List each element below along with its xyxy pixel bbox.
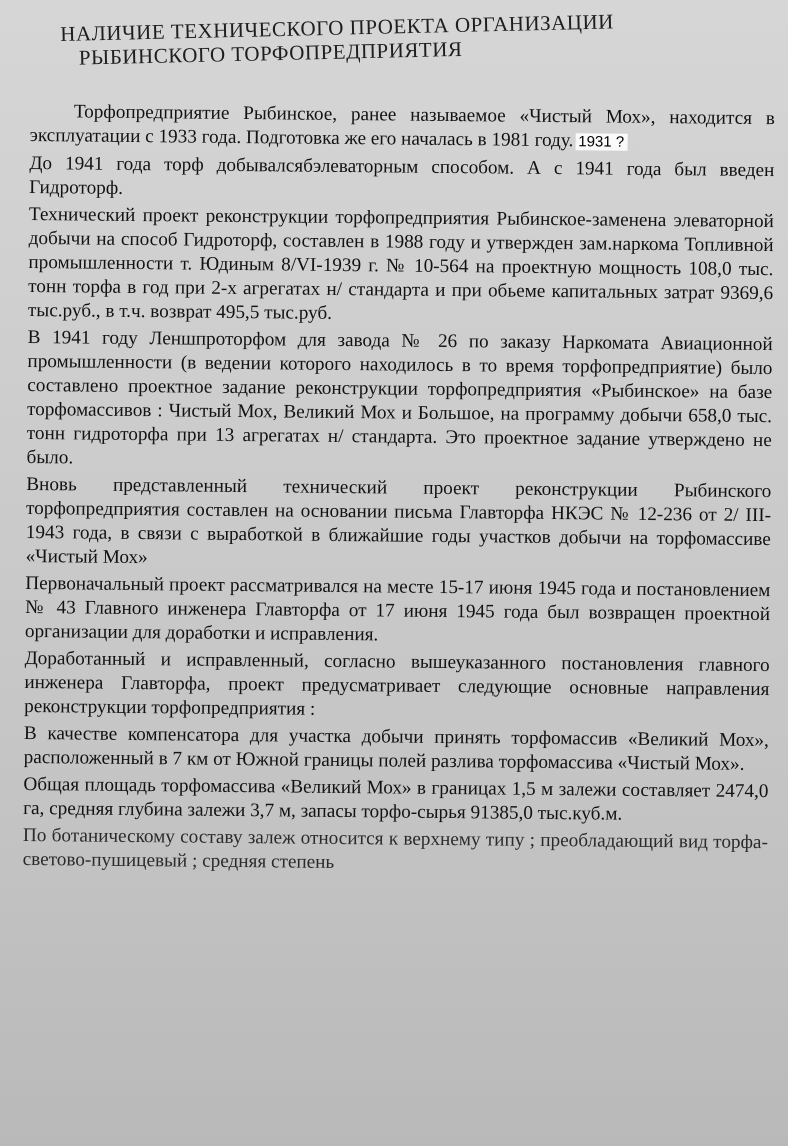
paragraph-1 <box>30 100 775 156</box>
paragraph-3: Технический проект реконструкции торфопредприятия Рыбинское-заменена элеваторной добычи на способ Гидроторф, составлен в 1988 году и утвержден зам.наркома Топливной промышленности т. Юдиным 8/VI-1939 г. № 10-564 на проектную мощность 108,0 тыс. тонн торфа в год при 2-х агрегатах н/ стандарта и при обьеме капитальных затрат 9369,6 тыс.руб., в т.ч. возврат 495,5 тыс.руб. <box>27 203 774 324</box>
title-line-2: РЫБИНСКОГО ТОРФОПРЕДПРИЯТИЯ <box>78 36 463 70</box>
title-line-1: НАЛИЧИЕ ТЕХНИЧЕСКОГО ПРОЕКТА ОРГАНИЗАЦИИ <box>60 9 615 46</box>
paragraph-7: Доработанный и исправленный, согласно вышеуказанного постановления главного инженера Главторфа, проект предусматривает следующие основные направления реконструкции торфопредприятия : <box>24 647 770 720</box>
paragraph-1-text: Торфопредприятие Рыбинское, ранее называемое «Чистый Мох», находится в эксплуатации с 1933 года. Подготовка же его началась в 1981 году. <box>29 101 775 152</box>
paragraph-8: В качестве компенсатора для участка добычи принять торфомассив «Великий Мох», расположенный в 7 км от Южной границы полей разлива торфомассива «Чистый Мох». <box>23 722 769 775</box>
paragraph-9: Общая площадь торфомассива «Великий Мох» в границах 1,5 м залежи составляет 2474,0 га, средняя глубина залежи 3,7 м, запасы торфо-сырья 91385,0 тыс.куб.м. <box>23 773 769 825</box>
paragraph-6: Первоначальный проект рассматривался на месте 15-17 июня 1945 года и постановлением № 43 Главного инженера Главторфа от 17 июня 1945 года был возвращен проектной организации для доработки и исправления. <box>24 572 771 646</box>
paragraph-2: До 1941 года торф добывалсябэлеваторным способом. А с 1941 года был введен Гидроторф. <box>29 152 775 199</box>
paragraph-4: В 1941 году Леншпроторфом для завода № 26 по заказу Наркомата Авиационной промышленности (в ведении которого находилось в то время торфопредприятие) было составлено проектное задание реконструкции торфопредприятия «Рыбинское» на базе торфомассивов : Чистый Мох, Великий Мох и Большое, на программу добычи 658,0 тыс. тонн гидроторфа при 13 агрегатах н/ стандарта. Это проектное задание утверждено не было. <box>26 326 773 469</box>
paragraph-5: Вновь представленный технический проект реконструкции Рыбинского торфопредприятия составлен на основании письма Главторфа НКЭС № 12-236 от 2/ III-1943 года, в связи с выработкой в ближайшие годы участков добычи на торфомассиве «Чистый Мох» <box>25 473 772 569</box>
document-body <box>23 100 775 882</box>
handwritten-correction-note: 1931 ? <box>575 133 627 150</box>
document-title <box>60 6 761 70</box>
paragraph-10: По ботаническому составу залеж относится к верхнему типу ; преобладающий вид торфа- светово-пушицевый ; средняя степень <box>22 824 769 873</box>
